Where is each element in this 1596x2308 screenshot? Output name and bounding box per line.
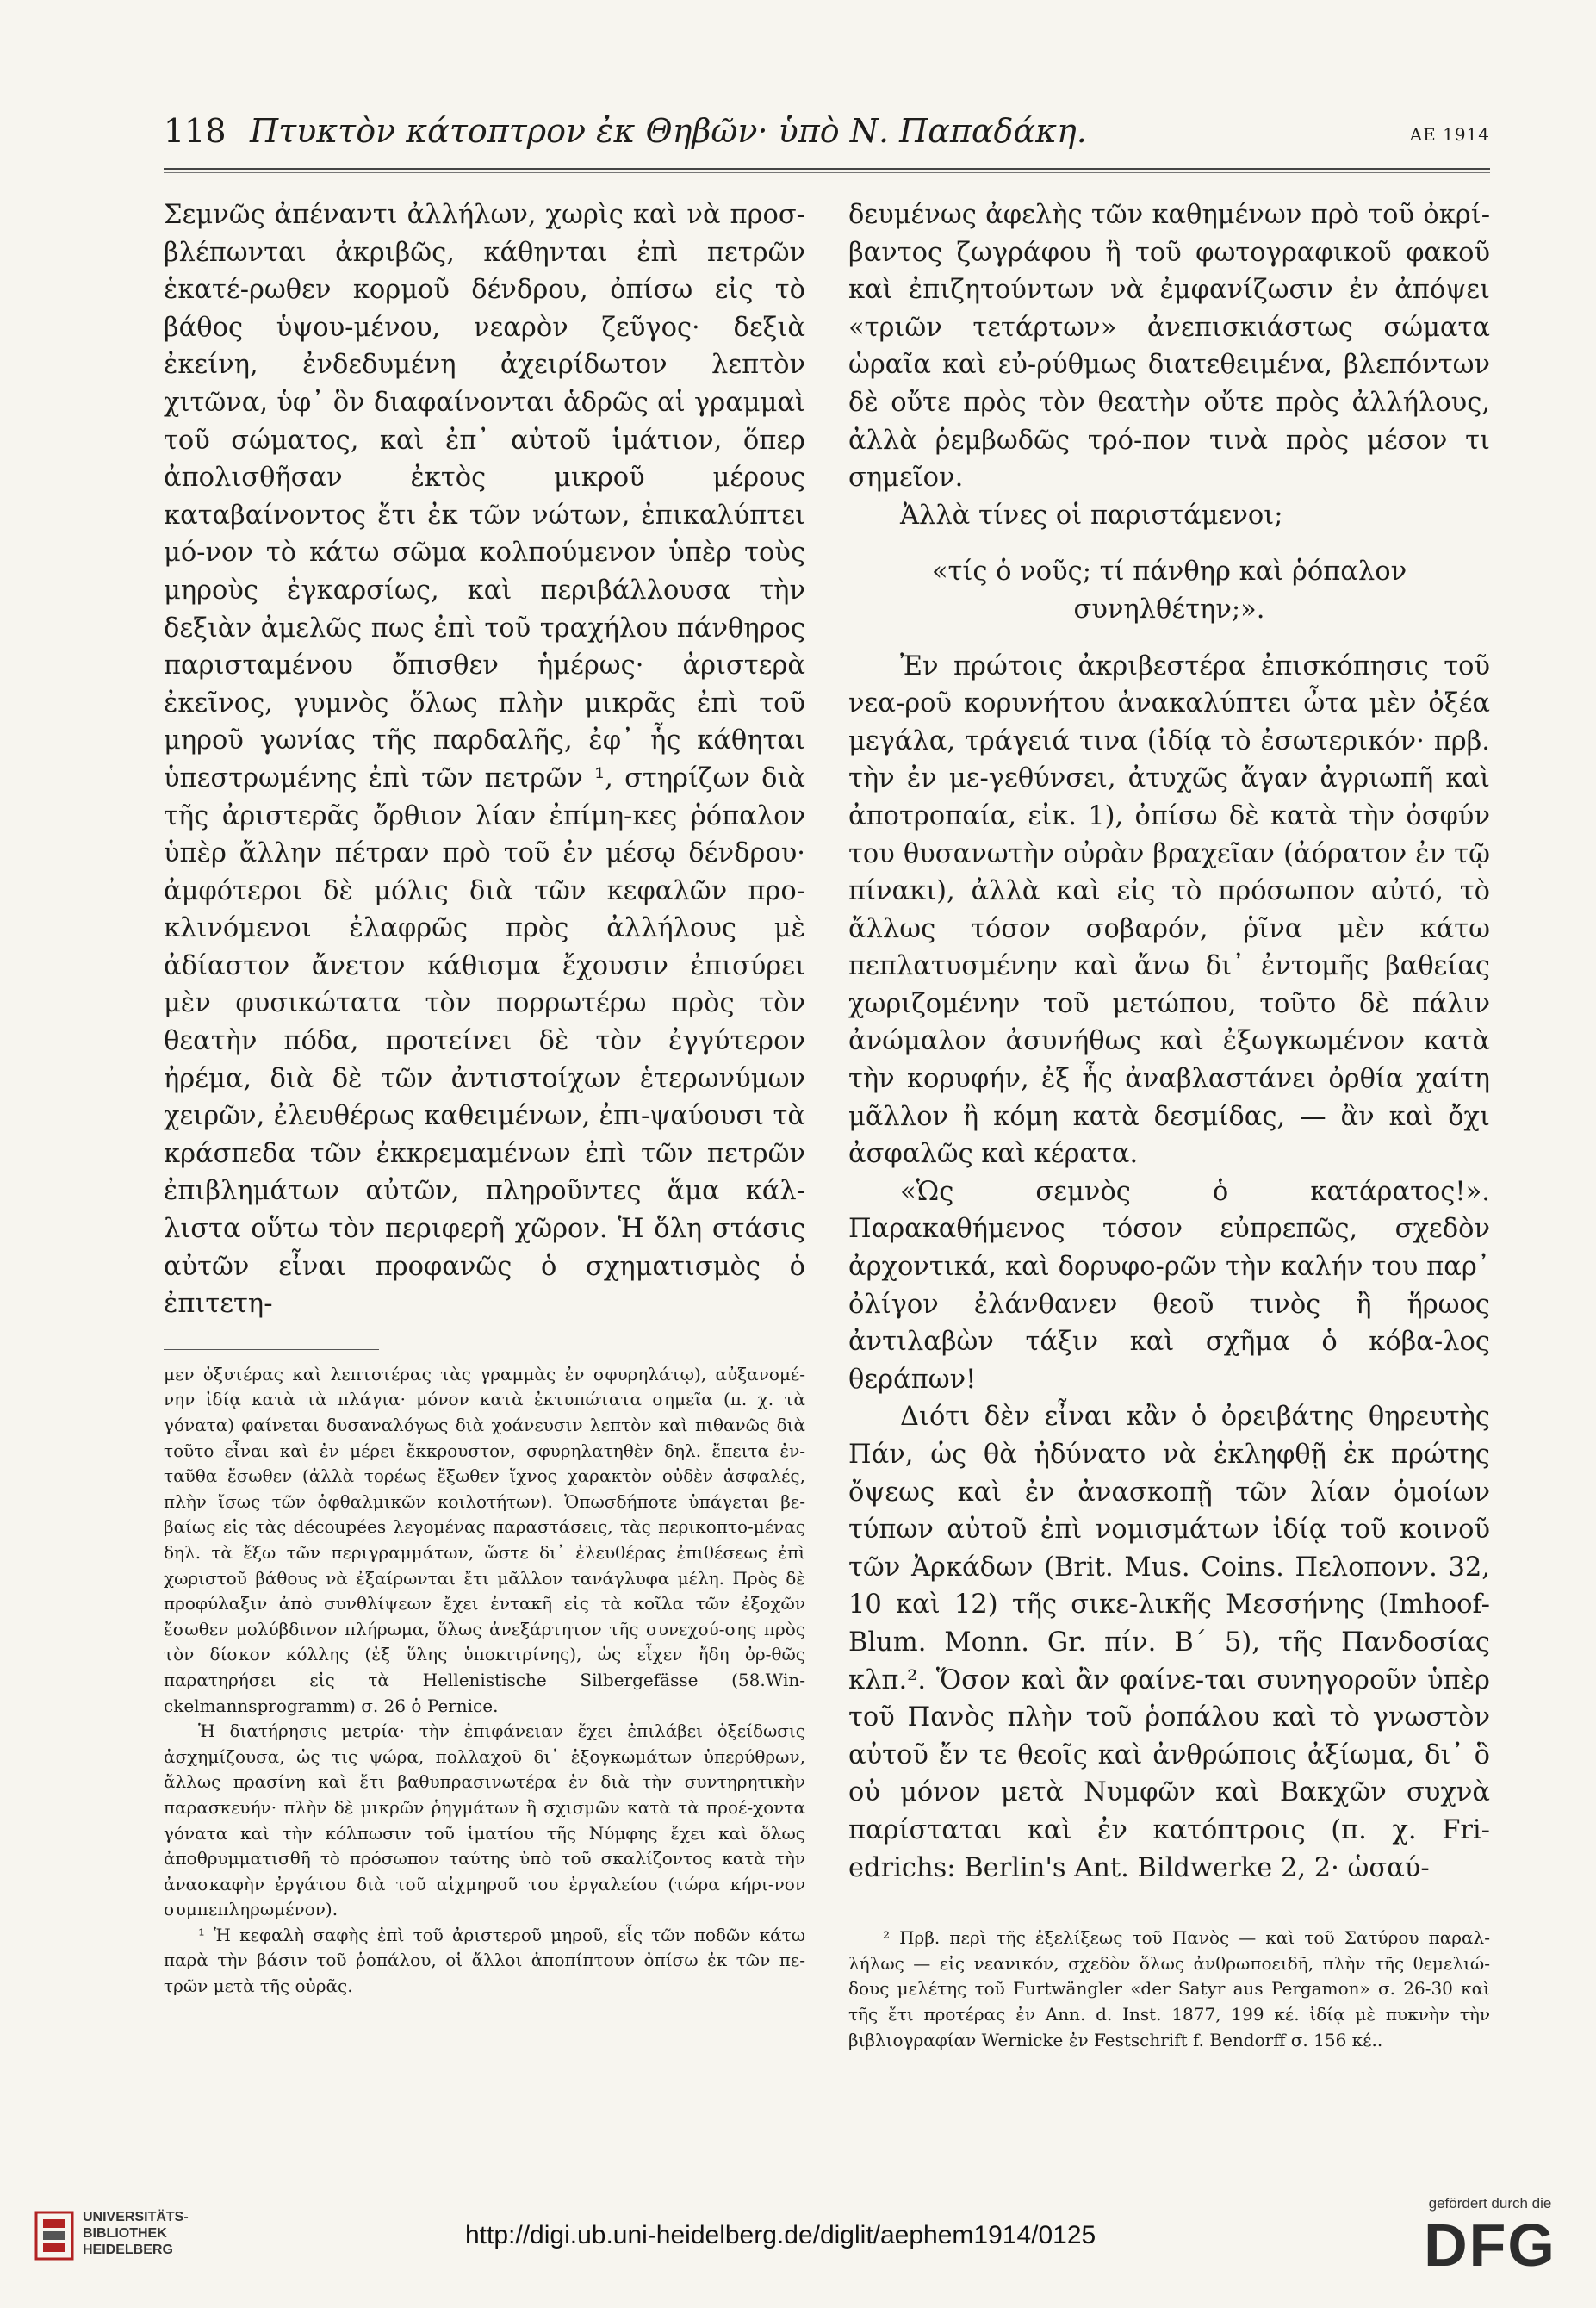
right-paragraph-3: Ἐν πρώτοις ἀκριβεστέρα ἐπισκόπησις τοῦ νεα-ροῦ κορυνήτου ἀνακαλύπτει ὦτα μὲν ὀξέα μεγάλα, τράγειά τινα (ἰδίᾳ τὸ ἐσωτερικόν· πρβ. τὴν ἐν με-γεθύνσει, ἀτυχῶς ἄγαν ἀγριωπῆ καὶ ἀποτροπαία, εἰκ. 1), ὀπίσω δὲ κατὰ τὴν ὀσφύν του θυσανωτὴν οὐρὰν βραχεῖαν (ἀόρατον ἐν τῷ πίνακι), ἀλλὰ καὶ εἰς τὸ πρόσωπον αὐτό, τὸ ἄλλως τόσον σοβαρόν, ῥῖνα μὲν κάτω πεπλατυσμένην καὶ ἄνω δι᾽ ἐντομῆς βαθείας χωριζομένην τοῦ μετώπου, τοῦτο δὲ πάλιν ἀνώμαλον ἀσυνήθως καὶ ἐξωγκωμένον κατὰ τὴν κορυφήν, ἐξ ἧς ἀναβλαστάνει ὀρθία χαίτη μᾶλλον ἢ κόμη κατὰ δεσμίδας, — ἂν καὶ ὄχι ἀσφαλῶς καὶ κέρατα. — [848, 650, 1490, 1170]
header-rule — [164, 168, 1490, 170]
funding-credit — [1400, 2195, 1580, 2278]
quoted-verse: «τίς ὁ νοῦς; τί πάνθηρ καὶ ῥόπαλον συνηλθέτην;». — [931, 557, 1407, 625]
right-body-text — [848, 196, 1490, 1887]
footnote-1: ¹ Ἡ κεφαλὴ σαφὴς ἐπὶ τοῦ ἀριστεροῦ μηροῦ, εἷς τῶν ποδῶν κάτω παρὰ τὴν βάσιν τοῦ ῥοπάλου, οἱ ἄλλοι ἀποπίπτουν ὀπίσω ἐκ τῶν πε-τρῶν μετὰ τῆς οὐρᾶς. — [164, 1924, 805, 1997]
left-column — [164, 196, 805, 2000]
right-paragraph-5: Διότι δὲν εἶναι κἂν ὁ ὀρειβάτης θηρευτὴς Πάν, ὡς θὰ ἠδύνατο νὰ ἐκληφθῇ ἐκ πρώτης ὄψεως καὶ ἐν ἀνασκοπῇ τῶν λίαν ὁμοίων τύπων αὐτοῦ ἐπὶ νομισμάτων ἰδίᾳ τοῦ κοινοῦ τῶν Ἀρκάδων (Brit. Mus. Coins. Πελοπονν. 32, 10 καὶ 12) τῆς σικε-λικῆς Μεσσήνης (Imhoof-Blum. Monn. Gr. πίν. Β΄ 5), τῆς Πανδοσίας κλπ.². Ὅσον καὶ ἂν φαίνε-ται συνηγοροῦν ὑπὲρ τοῦ Πανὸς πλὴν τοῦ ῥοπάλου καὶ τὸ γνωστὸν αὐτοῦ ἔν τε θεοῖς καὶ ἀνθρώποις ἀξίωμα, δι᾽ ὃ οὐ μόνον μετὰ Νυμφῶν καὶ Βακχῶν συχνὰ παρίσταται καὶ ἐν κατόπτροις (π. χ. Fri-edrichs: Berlin's Ant. Bildwerke 2, 2· ὡσαύ- — [848, 1402, 1490, 1883]
footnote-preservation: Ἡ διατήρησις μετρία· τὴν ἐπιφάνειαν ἔχει ἐπιλάβει ὀξείδωσις ἀσχημίζουσα, ὡς τις ψώρα, πολλαχοῦ δι᾽ ἐξογκωμάτων ὑπερύθρων, ἄλλως πρασίνη καὶ ἔτι βαθυπρασινωτέρα ἐν διὰ τὴν συντηρητικὴν παρασκευήν· πλὴν δὲ μικρῶν ῥηγμάτων ἢ σχισμῶν κατὰ τὰ προέ-χοντα γόνατα καὶ τὴν κόλπωσιν τοῦ ἱματίου τῆς Νύμφης ἔχει καὶ ὅλως ἀποθρυμματισθῆ τὸ πρόσωπον ταύτης ὑπὸ τοῦ σκαλίζοντος κατὰ τὴν ἀνασκαφὴν ἐργάτου διὰ τοῦ αἰχμηροῦ του ἐργαλείου (τώρα κήρι-νον συμπεπληρωμένον). — [164, 1720, 805, 1920]
right-paragraph-2: Ἀλλὰ τίνες οἱ παριστάμενοι; — [900, 500, 1283, 531]
footnote-continuation: μεν ὀξυτέρας καὶ λεπτοτέρας τὰς γραμμὰς ἐν σφυρηλάτῳ), αὐξανομέ-νην ἰδίᾳ κατὰ τὰ πλάγια· μόνον κατὰ ἐκτυπώτατα σημεῖα (π. χ. τὰ γόνατα) φαίνεται δυσαναλόγως διὰ χοάνευσιν λεπτὸν καὶ πιθανῶς διὰ τοῦτο εἶναι καὶ ἐν μέρει ἔκκρουστον, σφυρηλατηθὲν δηλ. ἔπειτα ἐν-ταῦθα ἔσωθεν (ἀλλὰ τορέως ἔξωθεν ἴχνος χαρακτὸν οὐδὲν ἀσφαλές, πλὴν ἴσως τῶν ὀφθαλμικῶν κοιλοτήτων). Ὁπωσδήποτε ὑπάγεται βε-βαίως εἰς τὰς découpées λεγομένας παραστάσεις, τὰς περικοπτο-μένας δηλ. τὰ ἔξω τῶν περιγραμμάτων, ὥστε δι᾽ ἐλευθέρας ἐπιθέσεως ἐπὶ χωριστοῦ βάθους νὰ ἐξαίρωνται ἔτι μᾶλλον τανάγλυφα μέλη. Πρὸς δὲ προφύλαξιν ἀπὸ συνθλίψεων ἔχει ἐντακῆ εἰς τὰ κοῖλα τῶν ἐξοχῶν ἔσωθεν μολύβδινον πλήρωμα, ὅλως ἀνεξάρτητον τῆς συνεχού-σης πρὸς τὸν δίσκον κόλλης (ἐξ ὕλης ὑποκιτρίνης), ὡς εἶχεν ἤδη ὀρ-θῶς παρατηρήσει εἰς τὰ Hellenistische Silbergefässe (58.Win-ckelmannsprogramm) σ. 26 ὁ Pernice. — [164, 1363, 805, 1716]
left-body-text — [164, 196, 805, 1323]
right-footnotes — [848, 1925, 1490, 2053]
footnote-2: ² Πρβ. περὶ τῆς ἐξελίξεως τοῦ Πανὸς — καὶ τοῦ Σατύρου παραλ-λήλως — εἰς νεανικόν, σχεδὸν ὅλως ἀνθρωποειδῆ, πλὴν τῆς θεμελιώ-δους μελέτης τοῦ Furtwängler «der Satyr aus Pergamon» σ. 26-30 καὶ τῆς ἔτι προτέρας ἐν Ann. d. Inst. 1877, 199 κέ. ἰδίᾳ μὲ πυκνὴν τὴν βιβλιογραφίαν Wernicke ἐν Festschrift f. Bendorff σ. 156 κέ.. — [848, 1927, 1490, 2050]
right-paragraph-1: δευμένως ἀφελὴς τῶν καθημένων πρὸ τοῦ ὀκρί-βαντος ζωγράφου ἢ τοῦ φωτογραφικοῦ φακοῦ καὶ ἐπιζητούντων νὰ ἐμφανίζωσιν ἐν ἀπόψει «τριῶν τετάρτων» ἀνεπισκιάστως σώματα ὡραῖα καὶ εὐ-ρύθμως διατεθειμένα, βλεπόντων δὲ οὔτε πρὸς τὸν θεατὴν οὔτε πρὸς ἀλλήλους, ἀλλὰ ῥεμβωδῶς τρό-πον τινὰ πρὸς μέσον τι σημεῖον. — [848, 200, 1490, 494]
permalink[interactable]: http://digi.ub.uni-heidelberg.de/diglit/aephem1914/0125 — [465, 2221, 1096, 2249]
funding-label: gefördert durch die — [1428, 2195, 1552, 2212]
library-seal-icon — [34, 2211, 74, 2261]
running-title: Πτυκτὸν κάτοπτρον ἐκ Θηβῶν· ὑπὸ Ν. Παπαδάκη. — [250, 112, 1087, 150]
header-rule-secondary — [164, 172, 1490, 173]
journal-tag: ΑΕ 1914 — [1409, 124, 1490, 145]
right-paragraph-4: «Ὡς σεμνὸς ὁ κατάρατος!». Παρακαθήμενος τόσον εὐπρεπῶς, σχεδὸν ἀρχοντικά, καὶ δορυφο-ρῶν τὴν καλήν του παρ᾽ ὀλίγον ἐλάνθανεν θεοῦ τινὸς ἢ ἥρωος ἀντιλαβὼν τάξιν καὶ σχῆμα ὁ κόβα-λος θεράπων! — [848, 1176, 1490, 1395]
right-column — [848, 196, 1490, 2053]
page-header — [164, 112, 1490, 164]
left-footnotes — [164, 1362, 805, 2000]
dfg-logo[interactable]: DFG — [1424, 2212, 1556, 2279]
footnote-divider — [164, 1349, 379, 1350]
page-number: 118 — [164, 112, 227, 150]
library-logo[interactable] — [34, 2205, 276, 2274]
library-name: UNIVERSITÄTS- BIBLIOTHEK HEIDELBERG — [83, 2210, 189, 2257]
left-paragraph-1: Σεμνῶς ἀπέναντι ἀλλήλων, χωρὶς καὶ νὰ προσ-βλέπωνται ἀκριβῶς, κάθηνται ἐπὶ πετρῶν ἑκατέ-ρωθεν κορμοῦ δένδρου, ὀπίσω εἰς τὸ βάθος ὑψου-μένου, νεαρὸν ζεῦγος· δεξιὰ ἐκείνη, ἐνδεδυμένη ἀχειρίδωτον λεπτὸν χιτῶνα, ὑφ᾽ ὃν διαφαίνονται ἁδρῶς αἱ γραμμαὶ τοῦ σώματος, καὶ ἐπ᾽ αὐτοῦ ἱμάτιον, ὅπερ ἀπολισθῆσαν ἐκτὸς μικροῦ μέρους καταβαίνοντος ἔτι ἐκ τῶν νώτων, ἐπικαλύπτει μό-νον τὸ κάτω σῶμα κολπούμενον ὑπὲρ τοὺς μηροὺς ἐγκαρσίως, καὶ περιβάλλουσα τὴν δεξιὰν ἀμελῶς πως ἐπὶ τοῦ τραχήλου πάνθηρος παρισταμένου ὄπισθεν ἡμέρως· ἀριστερὰ ἐκεῖνος, γυμνὸς ὅλως πλὴν μικρᾶς ἐπὶ τοῦ μηροῦ γωνίας τῆς παρδαλῆς, ἐφ᾽ ἧς κάθηται ὑπεστρωμένης ἐπὶ τῶν πετρῶν ¹, στηρίζων διὰ τῆς ἀριστερᾶς ὄρθιον λίαν ἐπίμη-κες ῥόπαλον ὑπὲρ ἄλλην πέτραν πρὸ τοῦ ἐν μέσῳ δένδρου· ἀμφότεροι δὲ μόλις διὰ τῶν κεφαλῶν προ-κλινόμενοι ἐλαφρῶς πρὸς ἀλλήλους μὲ ἀδίαστον ἄνετον κάθισμα ἔχουσιν ἐπισύρει μὲν φυσικώτατα τὸν πορρωτέρω πρὸς τὸν θεατὴν πόδα, προτείνει δὲ τὸν ἐγγύτερον ἠρέμα, διὰ δὲ τῶν ἀντιστοίχων ἑτερωνύμων χειρῶν, ἐλευθέρως καθειμένων, ἐπι-ψαύουσι τὰ κράσπεδα τῶν ἐκκρεμαμένων ἐπὶ τῶν πετρῶν ἐπιβλημάτων αὐτῶν, πληροῦντες ἅμα κάλ-λιστα οὕτω τὸν περιφερῆ χῶρον. Ἡ ὅλη στάσις αὐτῶν εἶναι προφανῶς ὁ σχηματισμὸς ὁ ἐπιτετη- — [164, 200, 805, 1320]
